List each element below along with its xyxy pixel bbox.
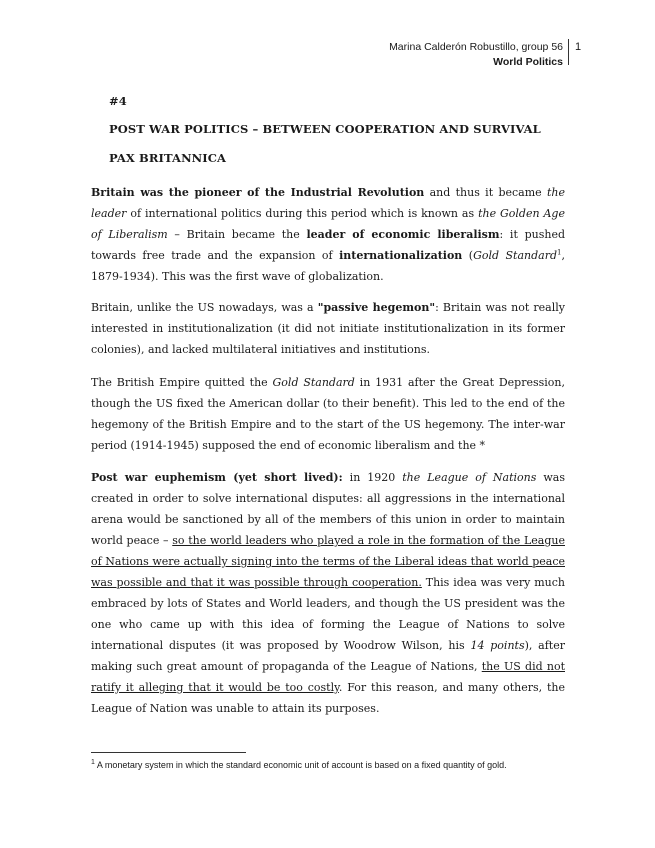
text: This idea was very much embraced by lots of States and World leaders, and though the US president was the one who came up with this idea of forming the League of Nations to solve international disputes (it was proposed by Woodrow Wilson, his <box>91 576 565 652</box>
text: and thus it became <box>424 186 547 199</box>
text: was created in order to solve international disputes: all aggressions in the international arena would be sanctioned by all of the members of this union in order to maintain world peace – <box>91 471 566 547</box>
text-italic: the leader <box>91 186 565 220</box>
text: : Britain was not really interested in institutionalization (it did not initiate institutionalization in its former colonies), and lacked multilateral initiatives and institutions. <box>91 301 565 356</box>
text: in 1920 <box>342 471 403 484</box>
text-italic: 14 points <box>470 639 525 652</box>
text-underlined: the US did not ratify it alleging that it would be too costly <box>91 660 565 694</box>
text: The British Empire quitted the <box>91 376 273 389</box>
text-bold: Post war euphemism (yet short lived): <box>91 471 343 484</box>
text: ( <box>462 249 474 262</box>
text: . For this reason, and many others, the League of Nation was unable to attain its purposes. <box>91 681 565 715</box>
text: , 1879-1934 <box>91 249 565 283</box>
paragraph-gold-standard <box>91 372 565 456</box>
text-bold: "passive hegemon" <box>317 301 436 314</box>
text-underlined: so the world leaders who played a role in the formation of the League of Nations were actually signing into the terms of the Liberal ideas that world peace was possible and that it was possible through cooperation. <box>91 534 565 589</box>
text-bold: Britain was the pioneer of the Industrial Revolution <box>91 186 425 199</box>
author-line: Marina Calderón Robustillo, group 56 <box>389 41 563 53</box>
paragraph-league-of-nations <box>91 467 565 719</box>
page-header <box>389 40 563 70</box>
text: – Britain became the <box>167 228 307 241</box>
section-subtitle: PAX BRITANNICA <box>109 151 227 165</box>
text-bold: leader of economic liberalism <box>306 228 500 241</box>
text-italic: the Golden Age of Liberalism <box>91 207 565 241</box>
text: of international politics during this period which is known as <box>126 207 479 220</box>
text: in 1931 after the Great Depression, though the US fixed the American dollar (to their benefit). This led to the end of the hegemony of the British Empire and to the start of the US hegemony. The inter-war period (1914-1945) supposed the end of economic liberalism and the * <box>91 376 565 452</box>
footnote <box>91 760 507 770</box>
footnote-reference: 1 <box>557 248 562 257</box>
section-number: #4 <box>109 94 127 108</box>
text: ). This was the first wave of globalization. <box>150 270 384 283</box>
footnote-marker: 1 <box>91 759 95 766</box>
text-italic: the League of Nations <box>402 471 537 484</box>
text-italic: Gold Standard <box>272 376 355 389</box>
text-bold: internationalization <box>339 249 463 262</box>
footnote-text: A monetary system in which the standard economic unit of account is based on a fixed quantity of gold. <box>94 760 507 770</box>
paragraph-passive-hegemon <box>91 297 565 360</box>
paragraph-pax-britannica <box>91 182 565 287</box>
text: ), after making such great amount of propaganda of the League of Nations, <box>91 639 565 673</box>
text: Britain, unlike the US nowadays, was a <box>91 301 318 314</box>
course-title: World Politics <box>493 56 563 68</box>
text: : it pushed towards free trade and the expansion of <box>91 228 565 262</box>
document-title: POST WAR POLITICS – BETWEEN COOPERATION AND SURVIVAL <box>109 122 541 136</box>
footnote-divider <box>91 752 246 753</box>
page-number: 1 <box>568 39 581 65</box>
text-italic: Gold Standard <box>473 249 558 262</box>
